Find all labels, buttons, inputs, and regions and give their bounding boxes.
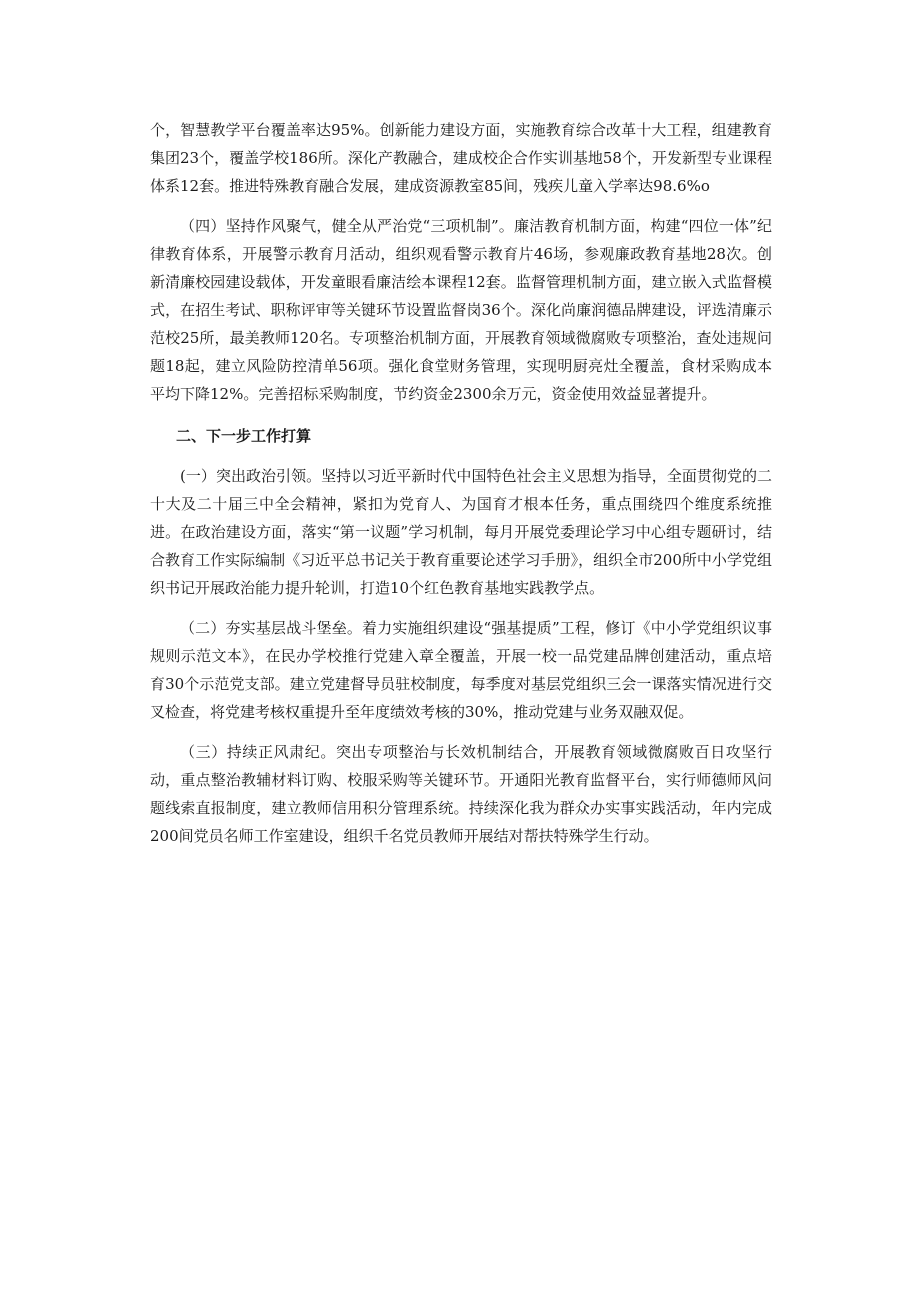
plan-paragraph-one: (一）突出政治引领。坚持以习近平新时代中国特色社会主义思想为指导，全面贯彻党的二十大及二十届三中全会精神，紧扣为党育人、为国育才根本任务，重点围绕四个维度系统推进。在政治建设方面，落实“第一议题”学习机制，每月开展党委理论学习中心组专题研讨，结合教育工作实际编制《习近平总书记关于教育重要论述学习手册》，组织全市200所中小学党组织书记开展政治能力提升轮训，打造10个红色教育基地实践教学点。 (150, 467, 772, 597)
paragraph-section-four: （四）坚持作风聚气，健全从严治党“三项机制”。廉洁教育机制方面，构建“四位一体”纪律教育体系，开展警示教育月活动，组织观看警示教育片46场，参观廉政教育基地28次。创新清廉校园建设载体，开发童眼看廉洁绘本课程12套。监督管理机制方面，建立嵌入式监督模式，在招生考试、职称评审等关键环节设置监督岗36个。深化尚廉润德品牌建设，评选清廉示范校25所，最美教师120名。专项整治机制方面，开展教育领域微腐败专项整治，查处违规问题18起，建立风险防控清单56项。强化食堂财务管理，实现明厨亮灶全覆盖，食材采购成本平均下降12%。完善招标采购制度，节约资金2300余万元，资金使用效益显著提升。 (150, 217, 772, 403)
plan-paragraph-two: （二）夯实基层战斗堡垒。着力实施组织建设“强基提质”工程，修订《中小学党组织议事规则示范文本》，在民办学校推行党建入章全覆盖，开展一校一品党建品牌创建活动，重点培育30个示范党支部。建立党建督导员驻校制度，每季度对基层党组织三会一课落实情况进行交叉检查，将党建考核权重提升至年度绩效考核的30%，推动党建与业务双融双促。 (150, 619, 772, 721)
plan-paragraph-three: （三）持续正风肃纪。突出专项整治与长效机制结合，开展教育领域微腐败百日攻坚行动，重点整治教辅材料订购、校服采购等关键环节。开通阳光教育监督平台，实行师德师风问题线索直报制度，建立教师信用积分管理系统。持续深化我为群众办实事实践活动，年内完成200间党员名师工作室建设，组织千名党员教师开展结对帮扶特殊学生行动。 (150, 743, 772, 845)
section-heading: 二、下一步工作打算 (176, 427, 312, 445)
document-page (150, 116, 772, 850)
paragraph-continuation: 个，智慧教学平台覆盖率达95%。创新能力建设方面，实施教育综合改革十大工程，组建教育集团23个，覆盖学校186所。深化产教融合，建成校企合作实训基地58个，开发新型专业课程体系12套。推进特殊教育融合发展，建成资源教室85间，残疾儿童入学率达98.6%o (150, 121, 772, 195)
